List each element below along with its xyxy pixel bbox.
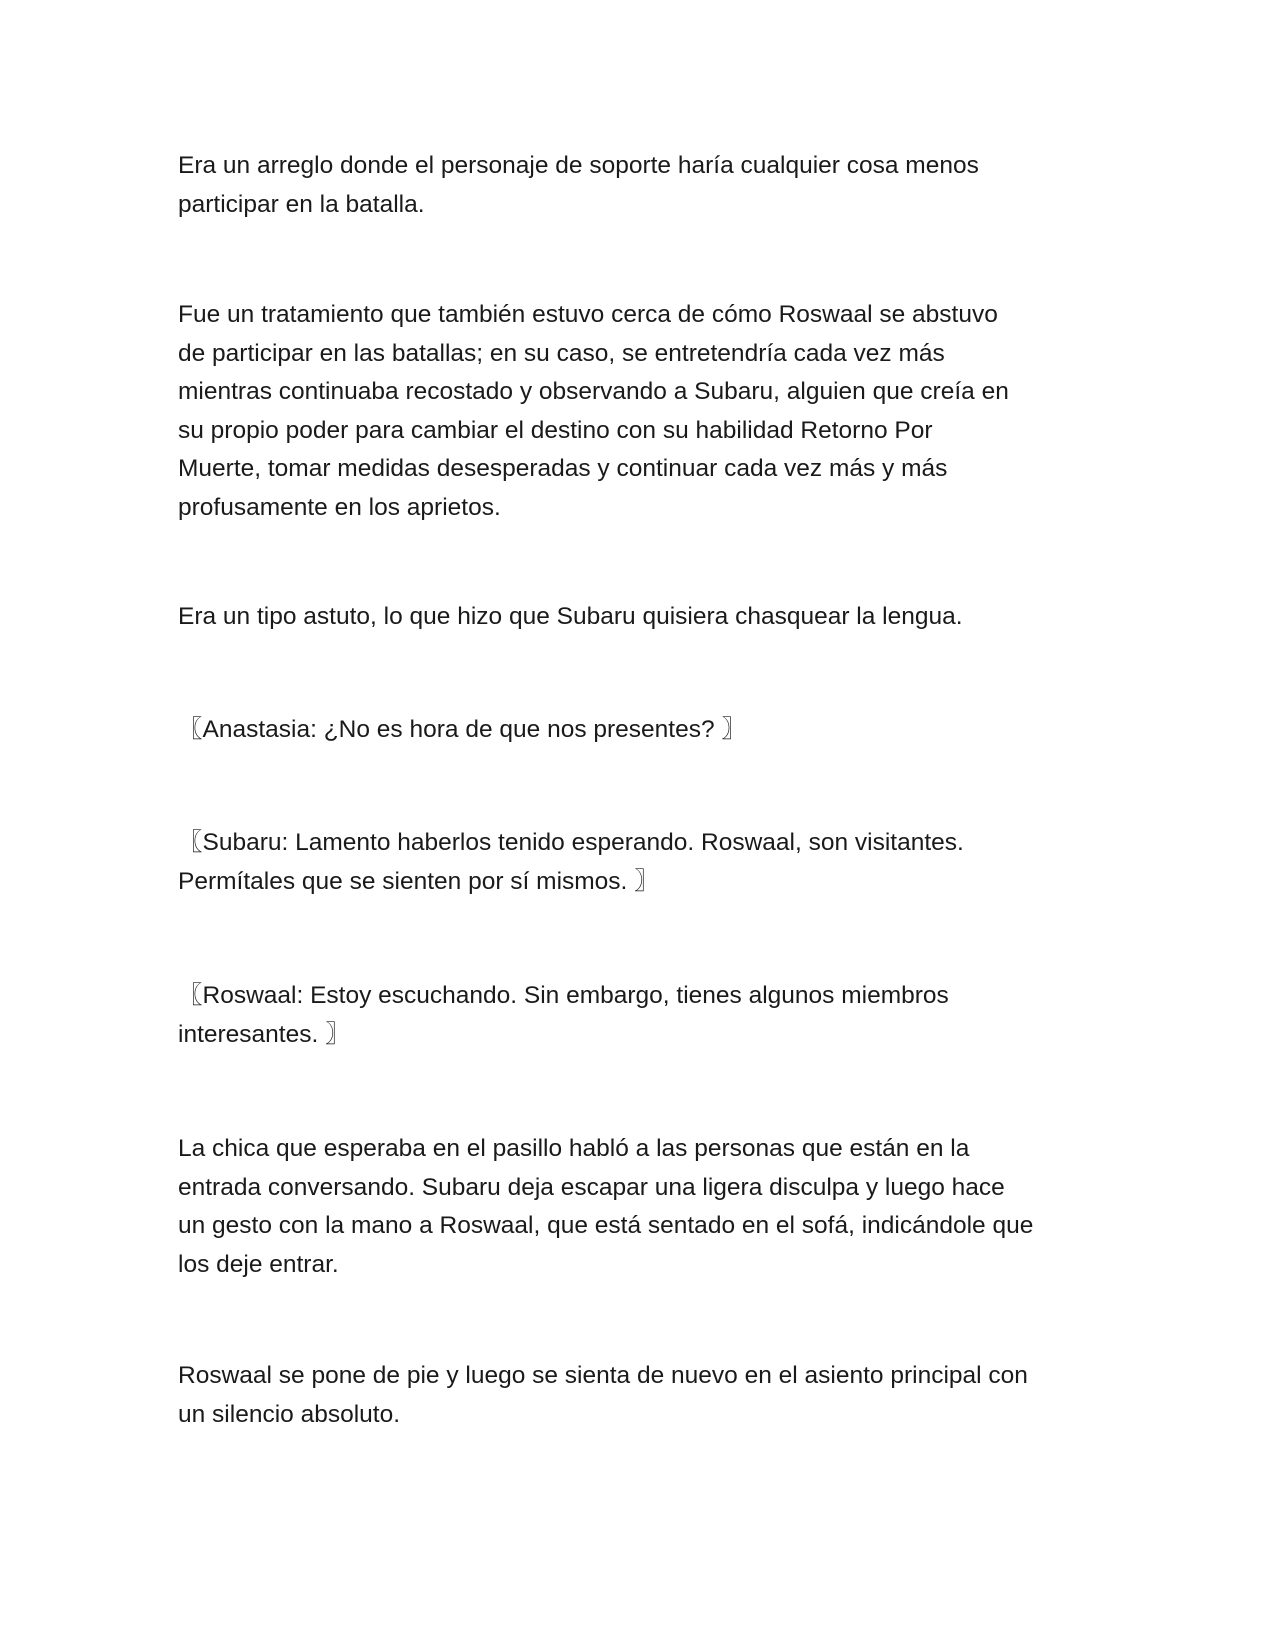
dialogue-anastasia: 〖Anastasia: ¿No es hora de que nos presentes? 〗: [178, 716, 746, 743]
paragraph-narration: Era un arreglo donde el personaje de soporte haría cualquier cosa menos participar en la batalla.: [178, 152, 979, 218]
dialogue-roswaal: 〖Roswaal: Estoy escuchando. Sin embargo, tienes algunos miembros interesantes. 〗: [178, 982, 949, 1048]
paragraph-narration: Roswaal se pone de pie y luego se sienta de nuevo en el asiento principal con un silencio absoluto.: [178, 1362, 1028, 1428]
paragraph-narration: Era un tipo astuto, lo que hizo que Subaru quisiera chasquear la lengua.: [178, 603, 963, 630]
paragraph-narration: Fue un tratamiento que también estuvo cerca de cómo Roswaal se abstuvo de participar en las batallas; en su caso, se entretendría cada vez más mientras continuaba recostado y observando a Subaru, alguien que creía en su propio poder para cambiar el destino con su habilidad Retorno Por Muerte, tomar medidas desesperadas y continuar cada vez más y más profusamente en los aprietos.: [178, 301, 1009, 521]
dialogue-subaru: 〖Subaru: Lamento haberlos tenido esperando. Roswaal, son visitantes. Permítales que se sienten por sí mismos. 〗: [178, 829, 964, 895]
paragraph-narration: La chica que esperaba en el pasillo habló a las personas que están en la entrada conversando. Subaru deja escapar una ligera disculpa y luego hace un gesto con la mano a Roswaal, que está sentado en el sofá, indicándole que los deje entrar.: [178, 1135, 1034, 1278]
